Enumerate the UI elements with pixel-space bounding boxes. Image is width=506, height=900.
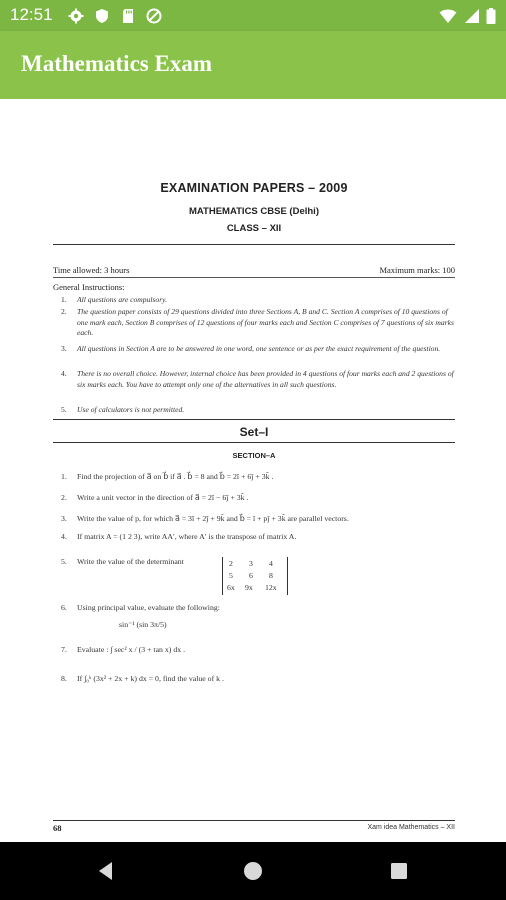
back-button-icon[interactable]: [93, 858, 119, 884]
max-marks: Maximum marks: 100: [379, 265, 455, 275]
question-number: 5.: [61, 557, 67, 566]
time-allowed: Time allowed: 3 hours: [53, 265, 130, 275]
matrix-cell: 8: [269, 571, 273, 580]
matrix-cell: 12x: [265, 583, 277, 592]
matrix-cell: 3: [249, 559, 253, 568]
paper-class: CLASS – XII: [226, 223, 282, 234]
determinant-matrix: [222, 557, 288, 595]
question-number: 4.: [61, 532, 67, 541]
general-instructions-title: General Instructions:: [53, 282, 125, 292]
signal-icon: [464, 8, 480, 24]
question-number: 2.: [61, 493, 67, 502]
matrix-cell: 5: [229, 571, 233, 580]
question-text: Find the projection of a⃗ on b⃗ if a⃗ . b⃗ = 8 and b⃗ = 2î + 6ĵ + 3k̂ .: [77, 472, 274, 481]
question-text: If matrix A = (1 2 3), write AA′, where A′ is the transpose of matrix A.: [77, 532, 297, 541]
wifi-icon: [439, 8, 457, 24]
instruction-text: There is no overall choice. However, internal choice has been provided in 4 questions of four marks each and 2 questions of six marks each. You have to attempt only one of the alternatives in all such questions.: [77, 369, 454, 389]
matrix-cell: 6: [249, 571, 253, 580]
question-text: If ∫₀ᵏ (3x² + 2x + k) dx = 0, find the value of k .: [77, 674, 224, 683]
instruction-text: All questions in Section A are to be answered in one word, one sentence or as per the exact requirement of the question.: [77, 344, 441, 353]
question-text: Write a unit vector in the direction of a⃗ = 2î − 6ĵ + 3k̂ .: [77, 493, 249, 502]
question-number: 6.: [61, 603, 67, 612]
divider: [53, 820, 455, 821]
battery-icon: [486, 8, 496, 24]
footer-text: Xam idea Mathematics – XII: [367, 824, 455, 831]
status-time: 12:51: [10, 5, 53, 24]
matrix-cell: 9x: [245, 583, 253, 592]
divider: [53, 442, 455, 443]
instruction-number: 4.: [61, 369, 67, 378]
instruction-number: 5.: [61, 405, 67, 414]
recents-button-icon[interactable]: [386, 858, 412, 884]
status-bar: [0, 0, 506, 31]
app-bar: [0, 31, 506, 99]
instruction-text: Use of calculators is not permitted.: [77, 405, 185, 414]
q6-expression: sin⁻¹ (sin 3π/5): [119, 620, 167, 629]
question-text: Using principal value, evaluate the following:: [77, 603, 220, 612]
question-text: Write the value of p, for which a⃗ = 3î + 2ĵ + 9k̂ and b⃗ = î + pĵ + 3k̂ are parallel vectors.: [77, 514, 349, 523]
matrix-cell: 2: [229, 559, 233, 568]
paper-title: EXAMINATION PAPERS – 2009: [160, 181, 348, 195]
exam-page: [53, 99, 455, 842]
set-title: Set–I: [239, 425, 269, 439]
paper-subject: MATHEMATICS CBSE (Delhi): [188, 206, 319, 217]
instruction-text: All questions are compulsory.: [77, 295, 167, 304]
page-number: 68: [53, 823, 62, 833]
question-number: 3.: [61, 514, 67, 523]
shield-icon: [94, 8, 110, 24]
instruction-number: 3.: [61, 344, 67, 353]
sd-card-icon: [120, 8, 136, 24]
section-title: SECTION–A: [232, 451, 276, 460]
question-number: 1.: [61, 472, 67, 481]
instruction-number: 2.: [61, 307, 67, 316]
instruction-number: 1.: [61, 295, 67, 304]
app-title: Mathematics Exam: [21, 51, 212, 76]
divider: [53, 277, 455, 278]
divider: [53, 244, 455, 245]
question-number: 8.: [61, 674, 67, 683]
no-data-icon: [146, 8, 162, 24]
divider: [53, 419, 455, 420]
home-button-icon[interactable]: [240, 858, 266, 884]
question-text: Write the value of the determinant: [77, 557, 184, 566]
navigation-bar: [0, 842, 506, 900]
matrix-cell: 4: [269, 559, 273, 568]
settings-icon: [68, 8, 84, 24]
matrix-cell: 6x: [227, 583, 235, 592]
question-text: Evaluate : ∫ sec² x / (3 + tan x) dx .: [77, 645, 186, 654]
question-number: 7.: [61, 645, 67, 654]
instruction-text: The question paper consists of 29 questions divided into three Sections A, B and C. Section A comprises of 10 questions of one mark each, Section B comprises of 12 questions of four marks each and Section C comprises of 7 questions of six marks each.: [77, 307, 454, 338]
document-view[interactable]: [0, 99, 506, 842]
